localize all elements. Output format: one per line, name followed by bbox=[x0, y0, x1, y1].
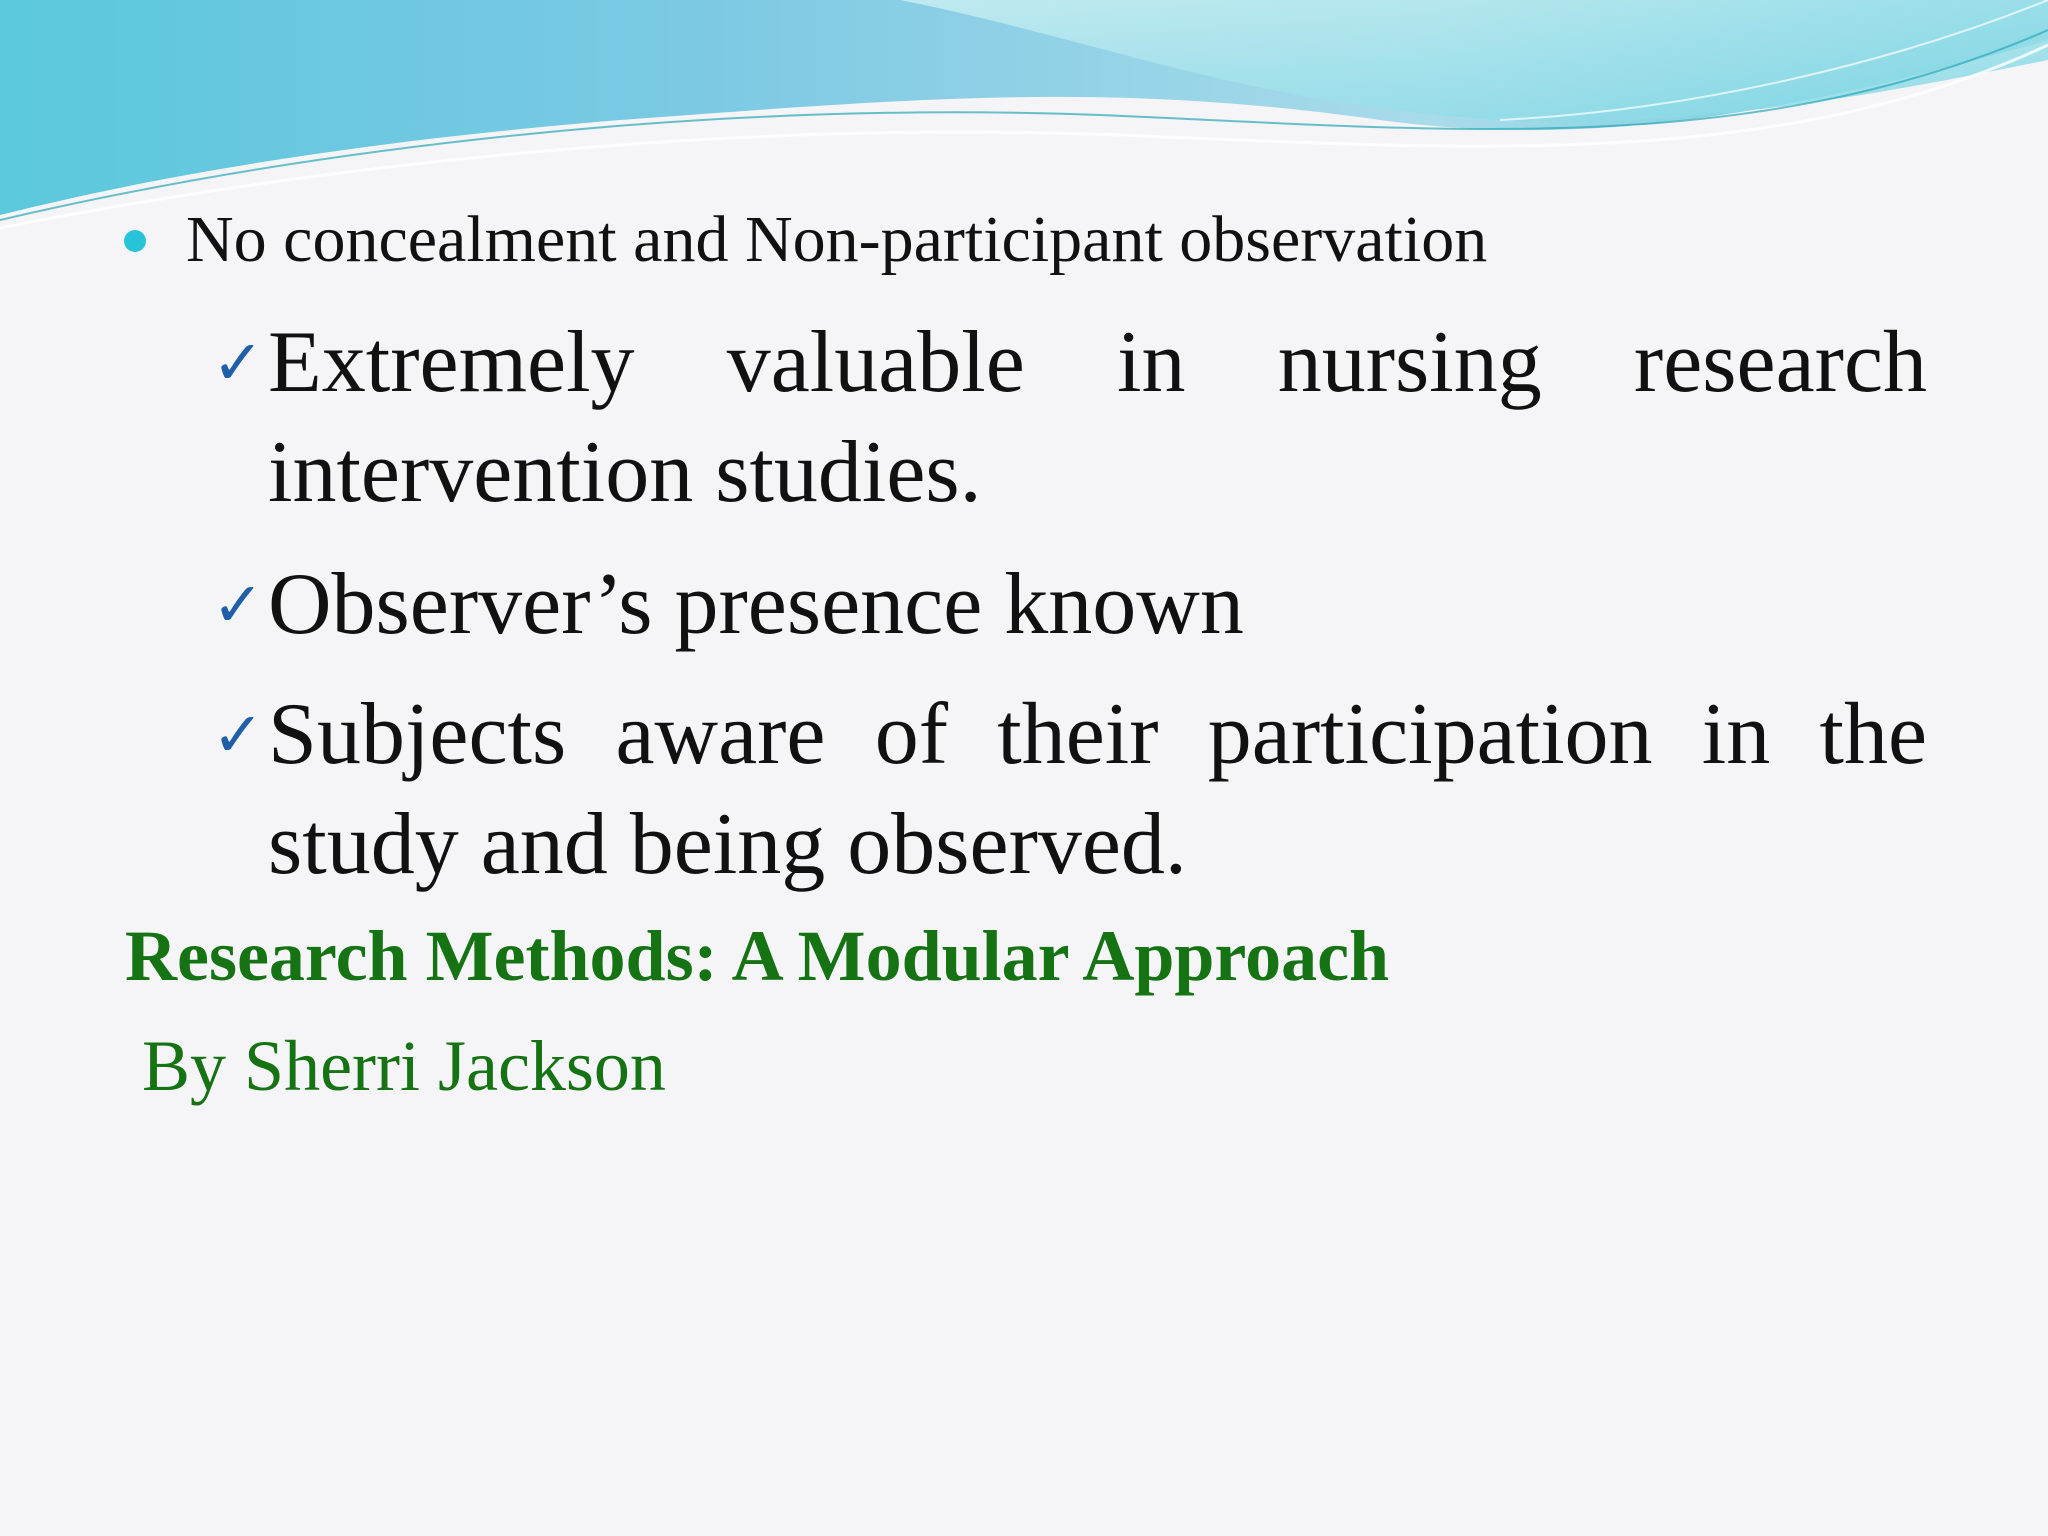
sub-bullet-2 bbox=[212, 550, 1927, 660]
sub-bullet-1 bbox=[212, 308, 1927, 528]
bullet-dot-icon bbox=[124, 230, 146, 252]
main-bullet-text: No concealment and Non-participant observation bbox=[186, 203, 1488, 276]
checkmark-icon: ✓ bbox=[212, 698, 264, 771]
sub-bullet-3 bbox=[212, 680, 1927, 900]
main-bullet bbox=[130, 200, 1930, 279]
sub-bullet-text: Subjects aware of their participation in the study and being observed. bbox=[268, 686, 1927, 893]
checkmark-icon: ✓ bbox=[212, 568, 264, 641]
checkmark-icon: ✓ bbox=[212, 326, 264, 399]
sub-bullet-text: Extremely valuable in nursing research intervention studies. bbox=[268, 314, 1927, 521]
reference-author: By Sherri Jackson bbox=[142, 1026, 666, 1106]
sub-bullet-text: Observer’s presence known bbox=[268, 556, 1244, 653]
reference-title: Research Methods: A Modular Approach bbox=[125, 916, 1390, 996]
